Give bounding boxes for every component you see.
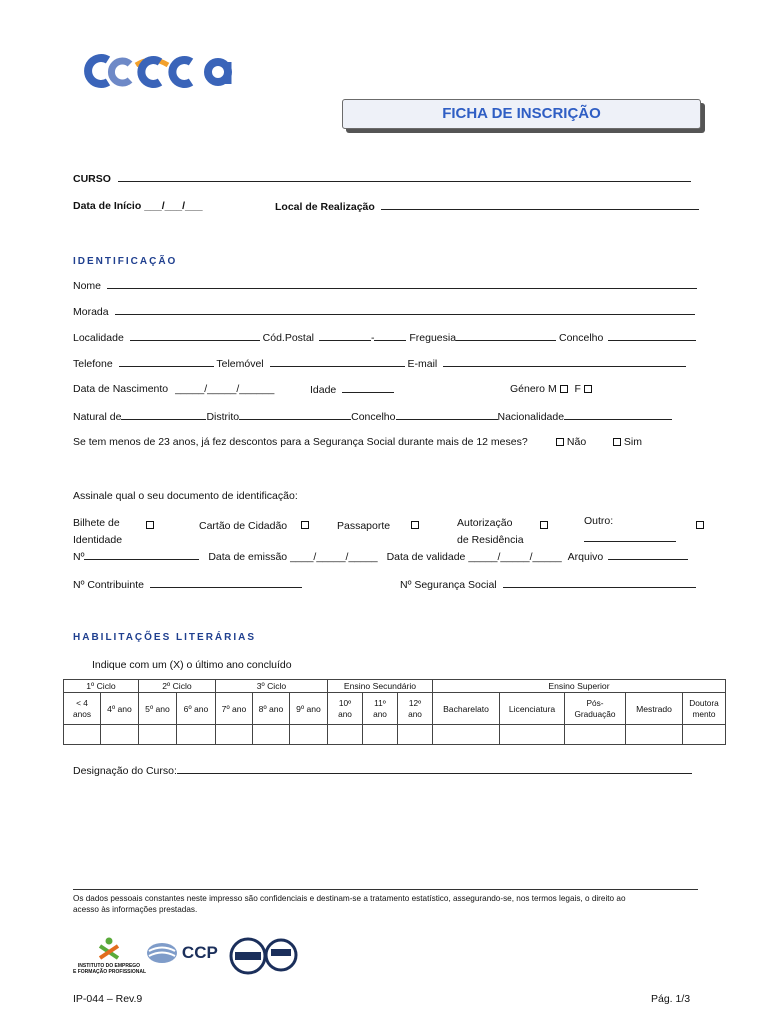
- data-nascimento-row: [73, 383, 274, 395]
- natural-de-label: Natural de: [73, 411, 122, 423]
- mestrado-header: Mestrado: [626, 693, 683, 725]
- autorizacao-checkbox[interactable]: [540, 521, 548, 529]
- arquivo-field[interactable]: [608, 550, 688, 560]
- answer-cell[interactable]: [290, 725, 328, 745]
- cod-postal-label: Cód.Postal: [262, 332, 315, 344]
- cartao-checkbox[interactable]: [301, 521, 309, 529]
- data-inicio-row: [73, 200, 203, 212]
- localidade-label: Localidade: [73, 332, 124, 344]
- passaporte-checkbox[interactable]: [411, 521, 419, 529]
- seg-social-question: Se tem menos de 23 anos, já fez descontos para a Segurança Social durante mais de 12 meses?: [73, 436, 528, 448]
- answer-cell[interactable]: [433, 725, 500, 745]
- ciclo3-header: 3º Ciclo: [216, 680, 328, 693]
- data-validade-field[interactable]: _____/_____/_____: [468, 551, 562, 563]
- contribuinte-field[interactable]: [150, 578, 302, 588]
- ano6-header: 6º ano: [177, 693, 216, 725]
- nao-option: [556, 436, 586, 448]
- sim-option: [613, 436, 642, 448]
- idade-row: [310, 383, 394, 396]
- nacionalidade-field[interactable]: [564, 410, 672, 420]
- concelho-label: Concelho: [558, 332, 604, 344]
- data-inicio-label: Data de Início: [73, 200, 142, 212]
- iefp-l1: INSTITUTO DO EMPREGO: [77, 963, 141, 969]
- answer-cell[interactable]: [253, 725, 290, 745]
- answer-cell[interactable]: [683, 725, 726, 745]
- telefone-row: [73, 357, 686, 370]
- morada-label: Morada: [73, 306, 109, 318]
- genero-f-checkbox[interactable]: [584, 385, 592, 393]
- nao-label: Não: [566, 436, 587, 448]
- telemovel-field[interactable]: [270, 357, 405, 367]
- sim-label: Sim: [623, 436, 643, 448]
- ano10-l1: 10º: [338, 697, 352, 708]
- bacharelato-header: Bacharelato: [433, 693, 500, 725]
- licenciatura-header: Licenciatura: [500, 693, 565, 725]
- localidade-field[interactable]: [130, 331, 260, 341]
- superior-header: Ensino Superior: [433, 680, 726, 693]
- local-row: [275, 200, 699, 213]
- ciclo1-header: 1º Ciclo: [64, 680, 139, 693]
- curso-field[interactable]: [118, 172, 691, 182]
- local-label: Local de Realização: [275, 201, 375, 213]
- curso-row: [73, 172, 691, 185]
- ano8-header: 8º ano: [253, 693, 290, 725]
- answer-row: [64, 725, 726, 745]
- doutoramento-header: [683, 693, 726, 725]
- nao-checkbox[interactable]: [556, 438, 564, 446]
- answer-cell[interactable]: [177, 725, 216, 745]
- habilitacoes-table: [63, 679, 726, 745]
- pos-l2: Graduação: [574, 708, 616, 719]
- designacao-label: Designação do Curso:: [73, 765, 177, 777]
- morada-row: [73, 305, 695, 318]
- lt4-l2: anos: [73, 708, 91, 719]
- ano7-header: 7º ano: [216, 693, 253, 725]
- idade-label: Idade: [310, 384, 337, 396]
- answer-cell[interactable]: [216, 725, 253, 745]
- answer-cell[interactable]: [139, 725, 177, 745]
- contribuinte-label: Nº Contribuinte: [73, 579, 144, 591]
- data-nascimento-label: Data de Nascimento: [73, 383, 169, 395]
- designacao-field[interactable]: [177, 764, 692, 774]
- freguesia-label: Freguesia: [409, 332, 457, 344]
- ccp-globe-icon: [145, 942, 179, 964]
- naturalidade-row: [73, 410, 672, 423]
- outro-label: Outro:: [584, 515, 614, 527]
- disclaimer-l2: acesso às informações prestadas.: [73, 905, 198, 914]
- ano11-l1: 11º: [374, 697, 386, 708]
- nome-label: Nome: [73, 280, 102, 292]
- data-nascimento-field[interactable]: _____/_____/______: [175, 383, 275, 395]
- seg-social-label: Nº Segurança Social: [400, 579, 497, 591]
- sim-checkbox[interactable]: [613, 438, 621, 446]
- data-inicio-field[interactable]: ___/___/___: [144, 200, 203, 212]
- seg-social-row: [400, 578, 696, 591]
- iefp-logo: [73, 936, 145, 975]
- answer-cell[interactable]: [626, 725, 683, 745]
- habilitacoes-heading: HABILITAÇÕES LITERÁRIAS: [73, 632, 257, 643]
- designacao-row: [73, 764, 692, 777]
- documento-prompt: Assinale qual o seu documento de identificação:: [73, 490, 298, 502]
- cecoa-logo: [78, 50, 238, 90]
- data-validade-label: Data de validade: [386, 551, 466, 563]
- morada-field[interactable]: [115, 305, 695, 315]
- ciclo2-header: 2º Ciclo: [139, 680, 216, 693]
- nacionalidade-label: Nacionalidade: [497, 411, 565, 423]
- cod-postal-field-2[interactable]: [374, 331, 406, 341]
- pos-graduacao-header: [565, 693, 626, 725]
- ano11-l2: ano: [373, 708, 387, 719]
- answer-cell[interactable]: [363, 725, 398, 745]
- answer-cell[interactable]: [101, 725, 139, 745]
- answer-cell[interactable]: [328, 725, 363, 745]
- seg-social-field[interactable]: [503, 578, 696, 588]
- documento-numero-row: [73, 550, 688, 563]
- data-emissao-label: Data de emissão: [208, 551, 288, 563]
- genero-row: [510, 383, 592, 395]
- telemovel-label: Telemóvel: [216, 358, 264, 370]
- freguesia-field[interactable]: [456, 331, 556, 341]
- ano9-header: 9º ano: [290, 693, 328, 725]
- answer-cell[interactable]: [398, 725, 433, 745]
- telefone-field[interactable]: [119, 357, 214, 367]
- autorizacao-label-l2: de Residência: [457, 534, 524, 546]
- idade-field[interactable]: [342, 383, 394, 393]
- ano10-l2: ano: [338, 708, 352, 719]
- form-title: FICHA DE INSCRIÇÃO: [342, 99, 701, 129]
- concelho2-label: Concelho: [351, 411, 396, 423]
- secundario-header: Ensino Secundário: [328, 680, 433, 693]
- numero-label: Nº: [73, 551, 85, 563]
- arquivo-label: Arquivo: [567, 551, 604, 563]
- ano5-header: 5º ano: [139, 693, 177, 725]
- genero-m-label: M: [547, 383, 557, 395]
- bilhete-label: [73, 515, 122, 549]
- answer-cell[interactable]: [500, 725, 565, 745]
- iefp-icon: [94, 936, 124, 960]
- bilhete-label-l1: Bilhete de: [73, 517, 120, 529]
- outro-field[interactable]: [584, 532, 676, 542]
- genero-label: Género: [510, 383, 546, 395]
- answer-cell[interactable]: [64, 725, 101, 745]
- telefone-label: Telefone: [73, 358, 113, 370]
- distrito-label: Distrito: [206, 411, 240, 423]
- concelho2-field[interactable]: [396, 410, 498, 420]
- doutor-l1: Doutora: [689, 697, 719, 708]
- passaporte-label: Passaporte: [337, 520, 391, 532]
- localidade-row: [73, 331, 696, 344]
- ano4-header: 4º ano: [101, 693, 139, 725]
- ccp-logo: [145, 942, 218, 964]
- identificacao-heading: IDENTIFICAÇÃO: [73, 256, 178, 267]
- pos-l1: Pós-: [586, 697, 604, 708]
- iefp-l2: E FORMAÇÃO PROFISSIONAL: [73, 969, 147, 975]
- cartao-label: Cartão de Cidadão: [199, 520, 288, 532]
- lt4-l1: < 4: [76, 697, 88, 708]
- ano12-l2: ano: [408, 708, 422, 719]
- ccp-wordmark: CCP: [181, 943, 218, 962]
- lapcer-net-logo: [229, 937, 299, 975]
- nome-field[interactable]: [107, 279, 697, 289]
- email-field[interactable]: [443, 357, 686, 367]
- contribuinte-row: [73, 578, 302, 591]
- disclaimer: [73, 893, 626, 915]
- bilhete-label-l2: Identidade: [73, 534, 123, 546]
- lt4-header: [64, 693, 101, 725]
- doc-code: IP-044 – Rev.9: [73, 993, 143, 1005]
- natural-de-field[interactable]: [121, 410, 206, 420]
- local-field[interactable]: [381, 200, 699, 210]
- autorizacao-label-l1: Autorização: [457, 517, 513, 529]
- curso-label: CURSO: [73, 173, 111, 185]
- habilitacoes-instruction: Indique com um (X) o último ano concluído: [92, 659, 292, 671]
- ano10-header: [328, 693, 363, 725]
- disclaimer-l1: Os dados pessoais constantes neste impresso são confidenciais e destinam-se a tratamento estatístico, assegurando-se, nos termos legais, o direito ao: [73, 894, 626, 903]
- doutor-l2: mento: [692, 708, 716, 719]
- email-label: E-mail: [407, 358, 438, 370]
- distrito-field[interactable]: [239, 410, 351, 420]
- data-emissao-field[interactable]: ____/_____/_____: [290, 551, 378, 563]
- answer-cell[interactable]: [565, 725, 626, 745]
- nome-row: [73, 279, 697, 292]
- genero-f-label: F: [574, 383, 581, 395]
- autorizacao-label: [457, 515, 524, 549]
- cod-postal-sep: -: [370, 332, 375, 344]
- concelho-field[interactable]: [608, 331, 696, 341]
- cod-postal-field-1[interactable]: [319, 331, 371, 341]
- outro-checkbox[interactable]: [696, 521, 704, 529]
- page-number: Pág. 1/3: [651, 993, 691, 1005]
- bilhete-checkbox[interactable]: [146, 521, 154, 529]
- ano12-l1: 12º: [408, 697, 422, 708]
- ano12-header: [398, 693, 433, 725]
- genero-m-checkbox[interactable]: [560, 385, 568, 393]
- footer-divider: [73, 889, 698, 890]
- ano11-header: [363, 693, 398, 725]
- numero-field[interactable]: [84, 550, 199, 560]
